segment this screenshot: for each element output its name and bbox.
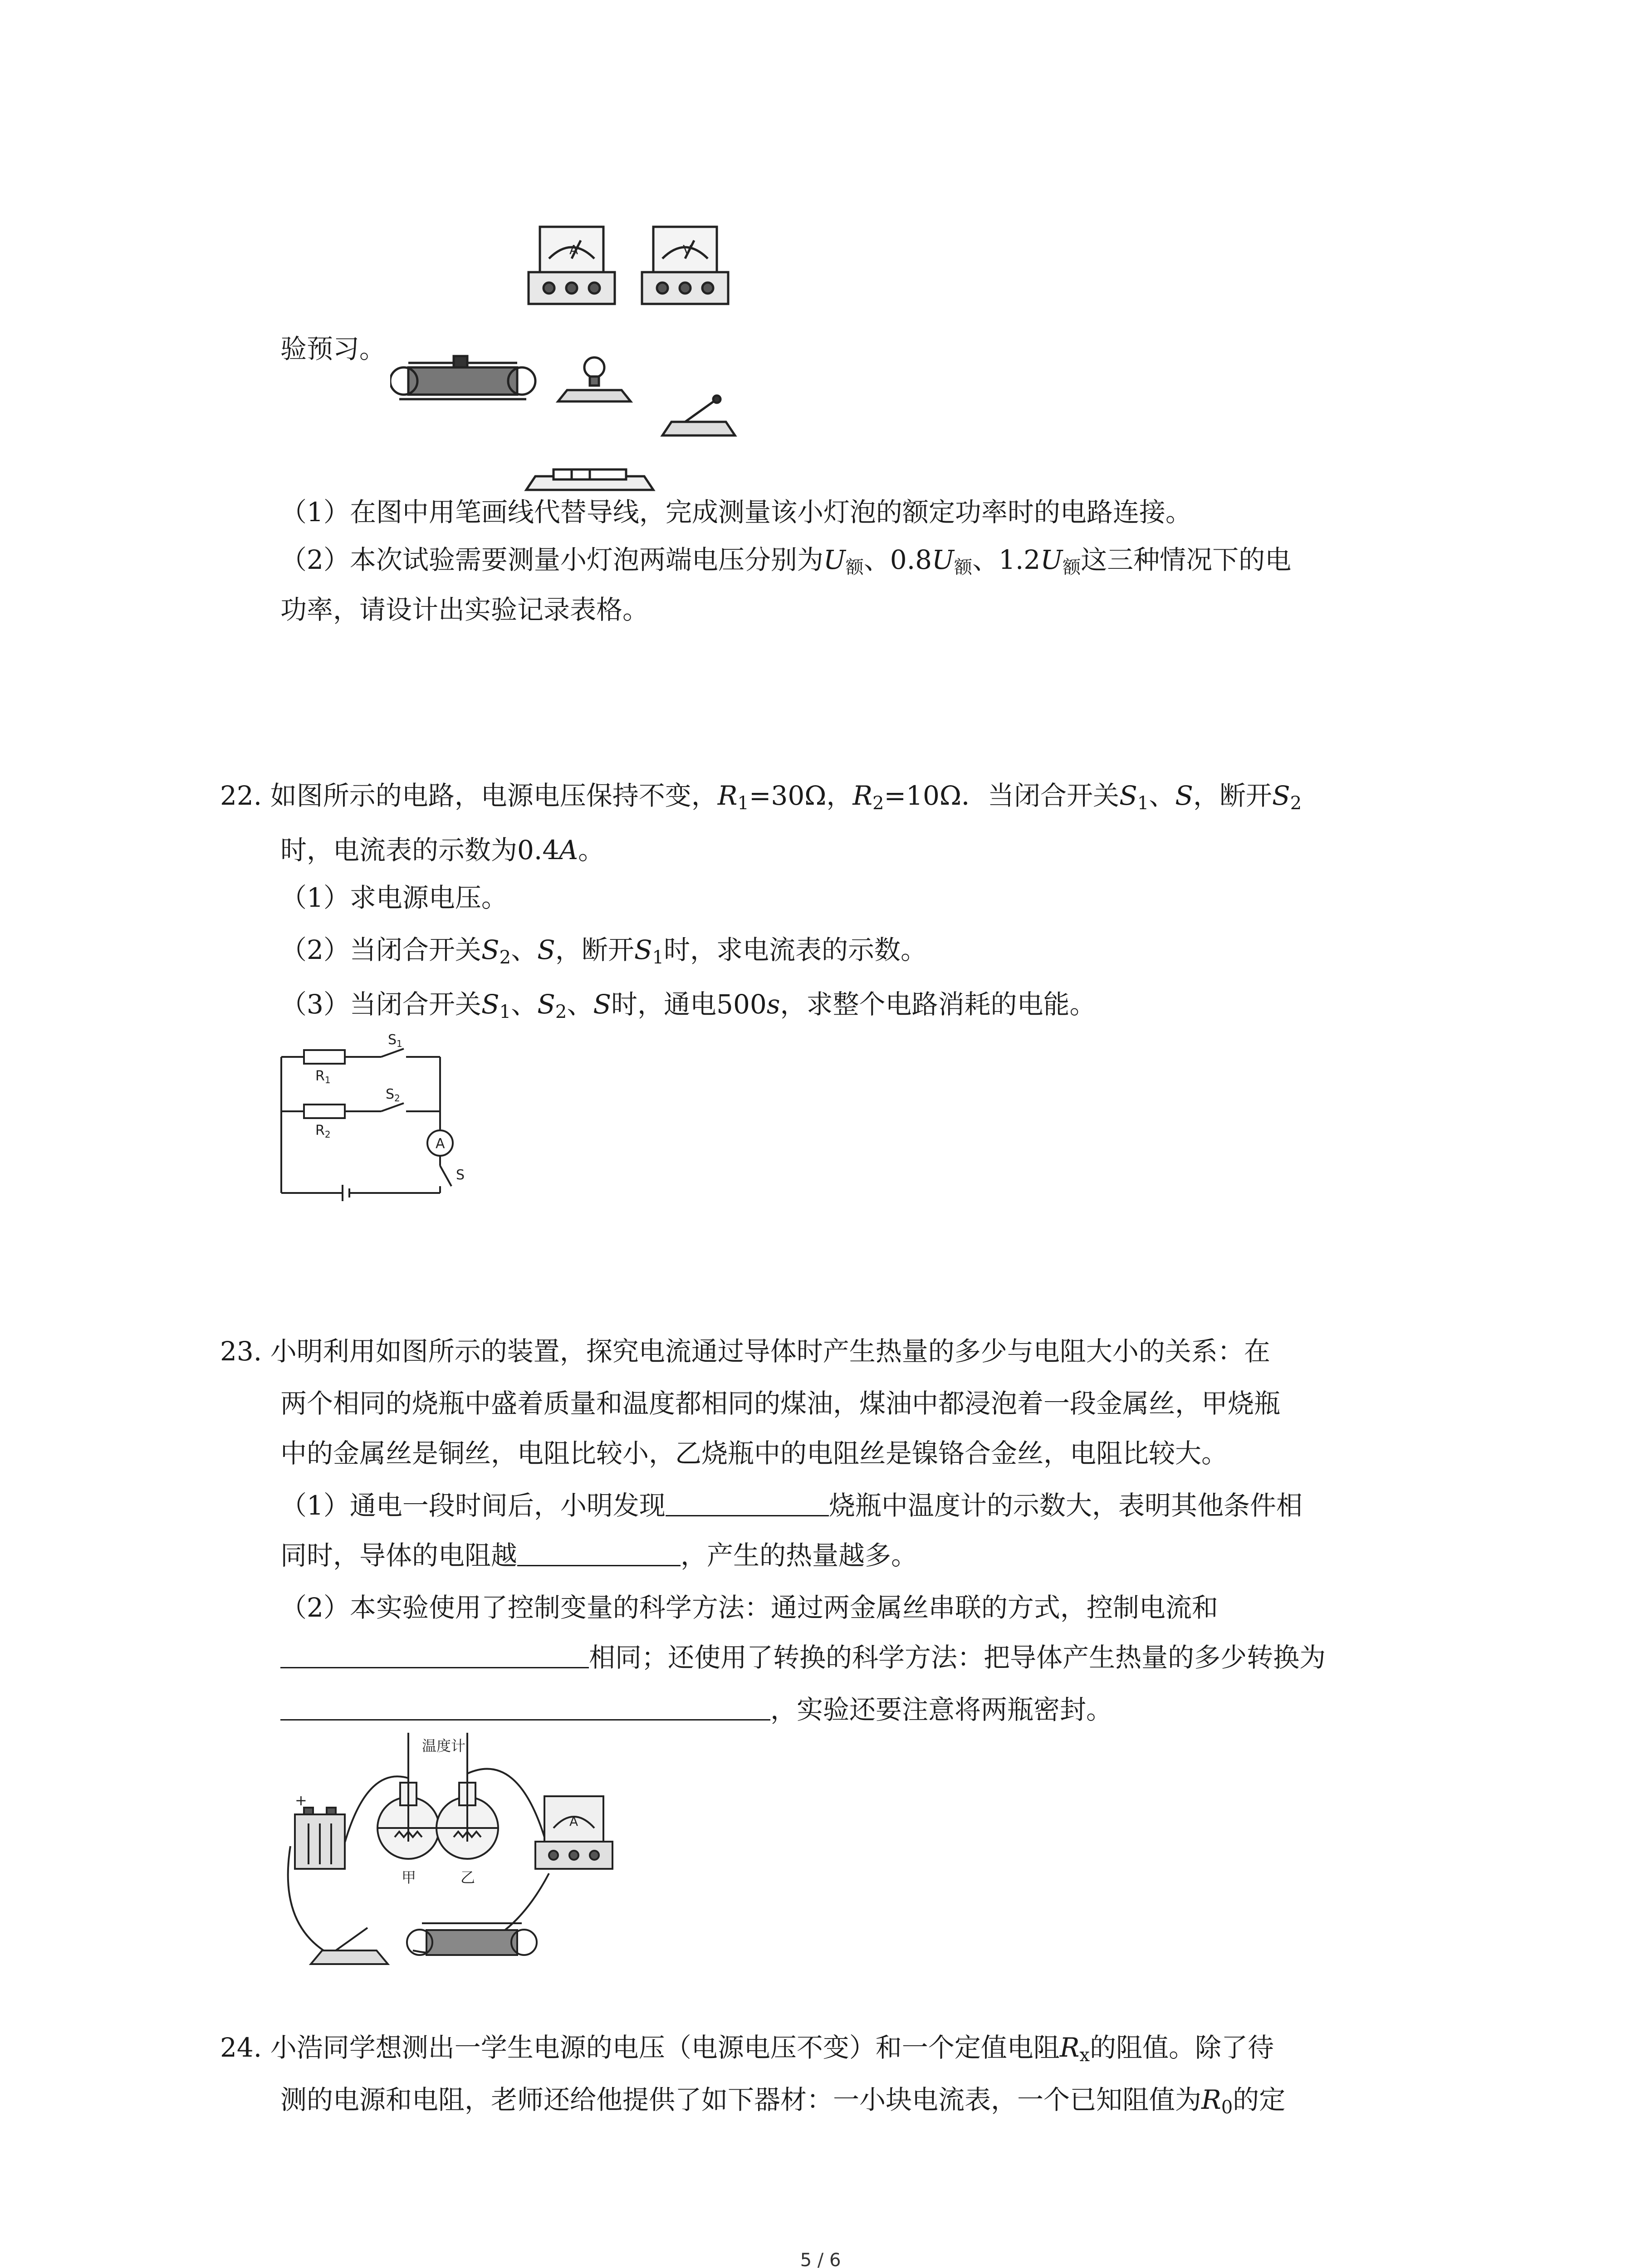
s-label: S <box>456 1167 465 1183</box>
ammeter-label: A <box>436 1136 445 1152</box>
ammeter-label: A <box>569 242 578 257</box>
r1-resistor-icon <box>304 1050 345 1064</box>
blank-4[interactable] <box>280 1696 770 1721</box>
q23-part1-cont: 同时，导体的电阻越 ，产生的热量越多。 <box>280 1540 918 1571</box>
battery-plus-label: + <box>295 1792 307 1809</box>
voltmeter-label: V <box>683 242 692 257</box>
q23-line3: 中的金属丝是铜丝，电阻比较小，乙烧瓶中的电阻丝是镍铬合金丝，电阻比较大。 <box>280 1438 1228 1469</box>
q23-apparatus-figure <box>272 1724 644 1982</box>
q21-apparatus-figure <box>390 218 753 499</box>
ammeter-label: A <box>569 1814 578 1829</box>
q23-part2-cont: 相同；还使用了转换的科学方法：把导体产生热量的多少转换为 <box>280 1642 1326 1674</box>
s2-label: $S_2$ <box>386 1086 400 1104</box>
q22-part3: （3）当闭合开关$S_1$、$S_2$、S时，通电500s，求整个电路消耗的电能。 <box>280 989 1096 1022</box>
s2-switch-icon <box>381 1103 404 1111</box>
q24-line2: 测的电源和电阻，老师还给他提供了如下器材：一小块电流表，一个已知阻值为$R_0$的定 <box>280 2084 1286 2118</box>
q24-line1: 24. 小浩同学想测出一学生电源的电压（电源电压不变）和一个定值电阻$R_x$的阻值。除了待 <box>220 2032 1274 2066</box>
switch-icon <box>311 1950 388 1964</box>
q23-line1: 23. 小明利用如图所示的装置，探究电流通过导体时产生热量的多少与电阻大小的关系：在 <box>220 1336 1270 1367</box>
blank-2[interactable] <box>517 1542 681 1566</box>
q21-part2: （2）本次试验需要测量小灯泡两端电压分别为$U_额$、$0.8U_额$、$1.2U_额$这三种情况下的电 <box>280 544 1292 578</box>
s1-switch-icon <box>381 1049 404 1057</box>
blank-1[interactable] <box>666 1492 829 1516</box>
q21-part2-cont: 功率，请设计出实验记录表格。 <box>280 594 649 625</box>
rheostat-icon <box>426 1930 517 1955</box>
ammeter-icon <box>529 227 615 304</box>
flask-jia-label: 甲 <box>402 1869 416 1886</box>
s1-label: $S_1$ <box>388 1032 402 1049</box>
q22-circuit-diagram <box>272 1030 481 1202</box>
q21-part1: （1）在图中用笔画线代替导线，完成测量该小灯泡的额定功率时的电路连接。 <box>280 497 1192 528</box>
r1-label: $R_1$ <box>315 1068 331 1085</box>
q22-part1: （1）求电源电压。 <box>280 882 508 913</box>
q23-line2: 两个相同的烧瓶中盛着质量和温度都相同的煤油，煤油中都浸泡着一段金属丝，甲烧瓶 <box>280 1388 1281 1419</box>
q21-intro-tail: 验预习。 <box>280 333 386 364</box>
q23-part2-end: ，实验还要注意将两瓶密封。 <box>280 1694 1112 1726</box>
q23-part2: （2）本实验使用了控制变量的科学方法：通过两金属丝串联的方式，控制电流和 <box>280 1592 1218 1623</box>
switch-icon <box>662 396 735 435</box>
battery-icon <box>526 469 653 490</box>
flask-yi-label: 乙 <box>460 1869 475 1886</box>
s-switch-icon <box>440 1166 451 1186</box>
r2-resistor-icon <box>304 1105 345 1118</box>
voltmeter-icon <box>642 227 728 304</box>
blank-3[interactable] <box>280 1644 589 1668</box>
q23-part1: （1）通电一段时间后，小明发现 烧瓶中温度计的示数大，表明其他条件相 <box>280 1490 1303 1521</box>
rheostat-icon <box>390 356 535 399</box>
q24-number: 24. <box>220 2032 262 2063</box>
q22-part2: （2）当闭合开关$S_2$、S，断开$S_1$时，求电流表的示数。 <box>280 934 927 968</box>
thermometer-label: 温度计 <box>422 1737 466 1755</box>
q22-number: 22. <box>220 780 262 811</box>
q22-line1: 22. 如图所示的电路，电源电压保持不变，$R_1=30\Omega$，$R_2=10\Omega$．当闭合开关$S_1$、S，断开$S_2$ <box>220 780 1302 814</box>
q22-line2: 时，电流表的示数为0.4A。 <box>280 835 605 865</box>
bulb-icon <box>558 357 631 401</box>
page-number: 5 / 6 <box>800 2250 841 2268</box>
r2-label: $R_2$ <box>315 1123 331 1140</box>
q23-number: 23. <box>220 1336 262 1367</box>
